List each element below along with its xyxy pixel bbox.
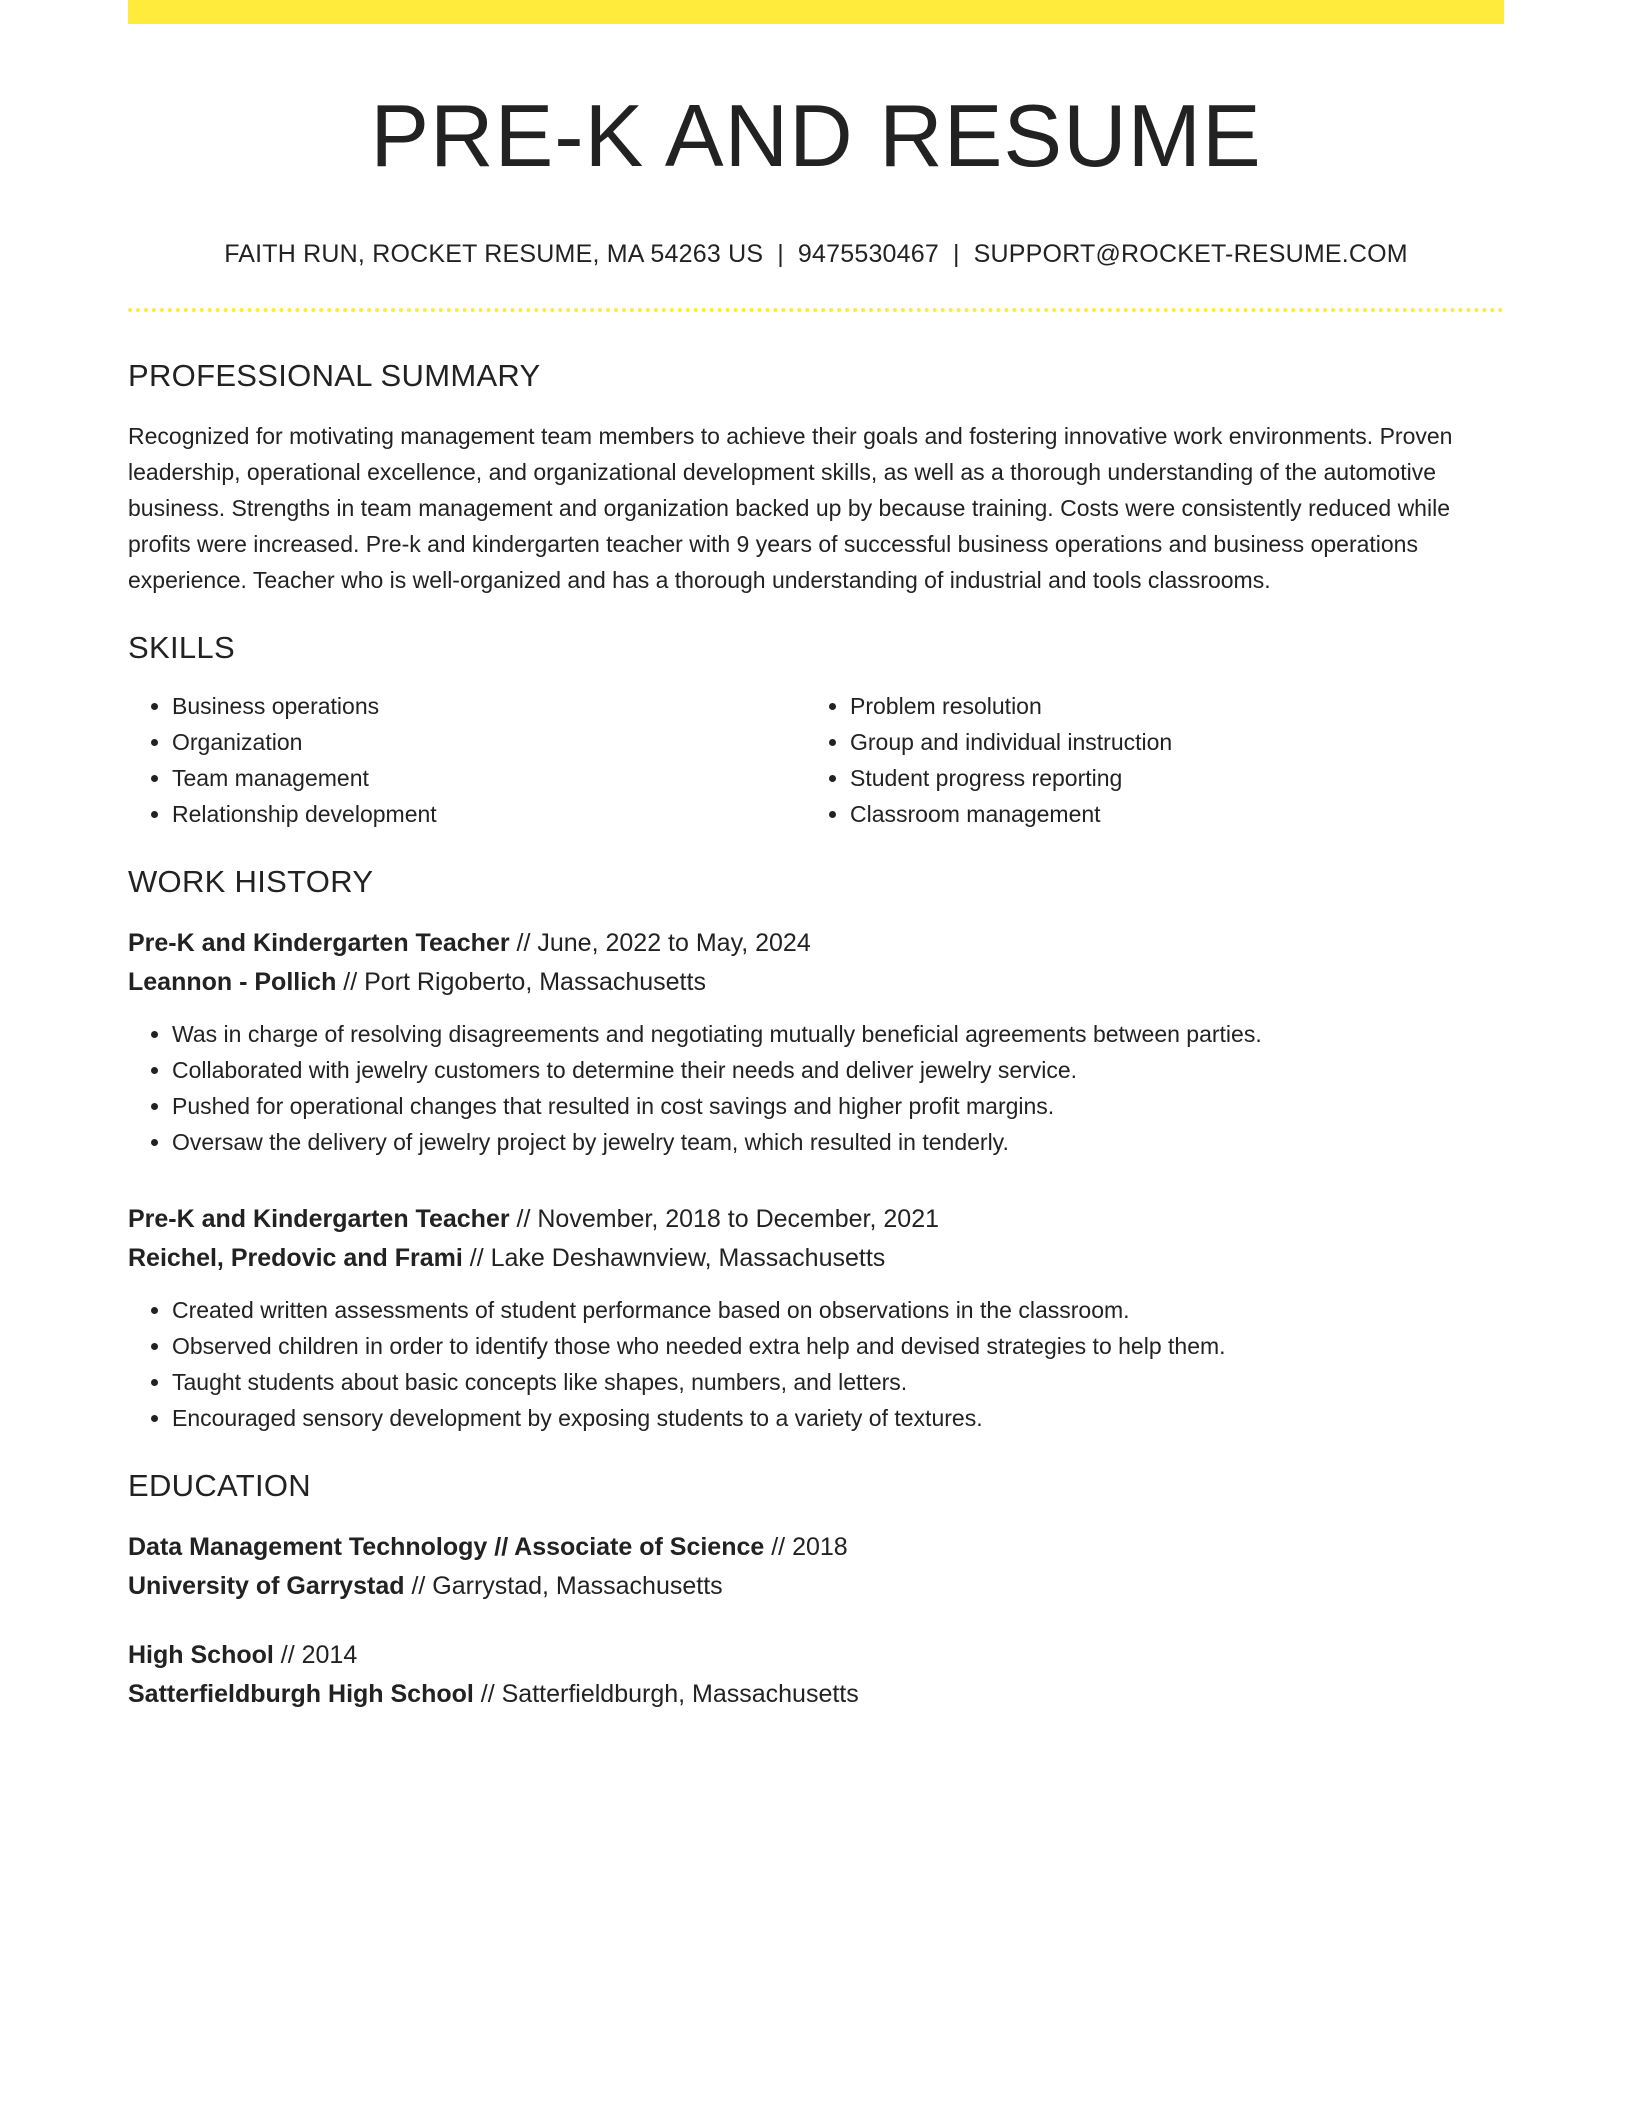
job-entry xyxy=(128,924,1504,1160)
contact-phone: 9475530467 xyxy=(797,240,939,268)
skill-item: • Team management xyxy=(172,760,806,796)
education-school-line xyxy=(128,1675,1504,1714)
job-dates: // June, 2022 to May, 2024 xyxy=(509,929,811,957)
job-title-line xyxy=(128,924,1504,963)
education-year: // 2018 xyxy=(764,1533,848,1561)
job-bullet: • Created written assessments of student performance based on observations in the classroom. xyxy=(172,1292,1504,1328)
skill-item: • Group and individual instruction xyxy=(850,724,1484,760)
resume-page xyxy=(128,0,1504,1714)
job-bullets xyxy=(128,1016,1504,1160)
contact-email: SUPPORT@ROCKET-RESUME.COM xyxy=(973,240,1408,268)
job-role: Pre-K and Kindergarten Teacher xyxy=(128,1205,510,1233)
education-school: Satterfieldburgh High School xyxy=(128,1680,474,1708)
skill-item: • Classroom management xyxy=(850,796,1484,832)
skills-list xyxy=(128,688,1504,832)
job-entry xyxy=(128,1200,1504,1436)
summary-title: PROFESSIONAL SUMMARY xyxy=(128,358,541,393)
job-location: // Lake Deshawnview, Massachusetts xyxy=(462,1244,886,1272)
job-bullet: • Encouraged sensory development by exposing students to a variety of textures. xyxy=(172,1400,1504,1436)
skill-item: • Relationship development xyxy=(172,796,806,832)
top-accent-bar xyxy=(128,0,1504,24)
contact-line xyxy=(128,238,1504,270)
skill-item: • Problem resolution xyxy=(850,688,1484,724)
job-company: Leannon - Pollich xyxy=(128,968,337,996)
education-entry xyxy=(128,1528,1504,1606)
skill-item: • Organization xyxy=(172,724,806,760)
job-dates: // November, 2018 to December, 2021 xyxy=(509,1205,940,1233)
job-bullet: • Taught students about basic concepts like shapes, numbers, and letters. xyxy=(172,1364,1504,1400)
education-degree: High School xyxy=(128,1641,274,1669)
job-bullet: • Observed children in order to identify those who needed extra help and devised strategies to help them. xyxy=(172,1328,1504,1364)
job-bullet: • Was in charge of resolving disagreements and negotiating mutually beneficial agreements between parties. xyxy=(172,1016,1504,1052)
education-school: University of Garrystad xyxy=(128,1572,405,1600)
job-bullet: • Oversaw the delivery of jewelry project by jewelry team, which resulted in tenderly. xyxy=(172,1124,1504,1160)
contact-separator: | xyxy=(952,240,960,268)
job-title-line xyxy=(128,1200,1504,1239)
job-company-line xyxy=(128,963,1504,1002)
contact-separator: | xyxy=(777,240,784,268)
job-role: Pre-K and Kindergarten Teacher xyxy=(128,929,510,957)
education-entry xyxy=(128,1636,1504,1714)
education-year: // 2014 xyxy=(273,1641,358,1669)
contact-address: FAITH RUN, ROCKET RESUME, MA 54263 US xyxy=(224,240,764,268)
skill-item: • Business operations xyxy=(172,688,806,724)
job-bullet: • Collaborated with jewelry customers to determine their needs and deliver jewelry service. xyxy=(172,1052,1504,1088)
job-company-line xyxy=(128,1239,1504,1278)
skill-item: • Student progress reporting xyxy=(850,760,1484,796)
education-title: EDUCATION xyxy=(128,1468,311,1503)
summary-text: Recognized for motivating management team members to achieve their goals and fostering innovative work environments. Proven leadership, operational excellence, and organizational development skills, as well as a thorough understanding of the automotive business. Strengths in team management and organization backed up by because training. Costs were consistently reduced while profits were increased. Pre-k and kindergarten teacher with 9 years of successful business operations and business operations experience. Teacher who is well-organized and has a thorough understanding of industrial and tools classrooms. xyxy=(128,423,1453,593)
education-degree: Data Management Technology // Associate of Science xyxy=(128,1533,765,1561)
education-degree-line xyxy=(128,1528,1504,1567)
skills-column-right xyxy=(806,688,1484,832)
job-bullets xyxy=(128,1292,1504,1436)
skills-title: SKILLS xyxy=(128,630,235,665)
skills-column-left xyxy=(128,688,806,832)
job-bullet: • Pushed for operational changes that resulted in cost savings and higher profit margins. xyxy=(172,1088,1504,1124)
job-company: Reichel, Predovic and Frami xyxy=(128,1244,463,1272)
work-history-title: WORK HISTORY xyxy=(128,864,374,899)
education-school-line xyxy=(128,1567,1504,1606)
header-divider xyxy=(128,308,1504,312)
resume-name: PRE-K AND RESUME xyxy=(370,86,1262,185)
job-location: // Port Rigoberto, Massachusetts xyxy=(336,968,706,996)
education-location: // Garrystad, Massachusetts xyxy=(404,1572,723,1600)
education-location: // Satterfieldburgh, Massachusetts xyxy=(473,1680,859,1708)
education-degree-line xyxy=(128,1636,1504,1675)
